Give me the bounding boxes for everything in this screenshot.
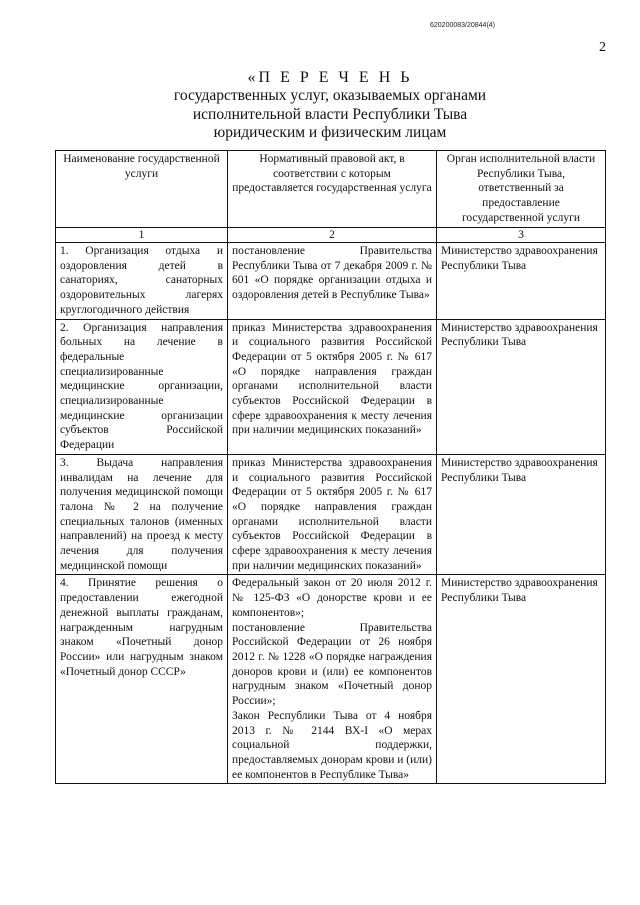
document-code: 620200083/20844(4) xyxy=(430,22,496,29)
table-header-row xyxy=(56,151,606,228)
title-line-4: юридическим и физическим лицам xyxy=(213,124,447,141)
act-text: приказ Министерства здравоохранения и социального развития Российской Федерации от 5 октября 2005 г. № 617 «О порядке направления граждан органами исполнительной власти субъектов Российской Федерации в сфере здравоохранения к месту лечения при наличии медицинских показаний» xyxy=(232,456,432,572)
table-row xyxy=(56,454,606,575)
column-number: 2 xyxy=(228,228,437,243)
organ-cell: Министерство здравоохранения Республики Тыва xyxy=(437,243,606,320)
act-text: Федеральный закон от 20 июля 2012 г. № 125-ФЗ «О донорстве крови и ее компонентов»; xyxy=(232,577,432,619)
act-text: Закон Республики Тыва от 4 ноября 2013 г. № 2144 ВХ-I «О мерах социальной поддержки, предоставляемых донорам крови и (или) ее компонентов в Республике Тыва» xyxy=(232,709,432,781)
title-line-2: государственных услуг, оказываемых органами xyxy=(173,87,487,104)
column-header-service: Наименование государственной услуги xyxy=(56,151,228,228)
column-number: 1 xyxy=(56,228,228,243)
act-cell xyxy=(228,243,437,320)
service-cell: 3. Выдача направления инвалидам на лечение для получения медицинской помощи талона № 2 на получение специальных талонов (именных направлений) на проезд к месту лечения для получения медицинской помощи xyxy=(56,454,228,575)
service-cell: 1. Организация отдыха и оздоровления детей в санаториях, санаторных оздоровительных лагерях круглогодичного действия xyxy=(56,243,228,320)
organ-cell: Министерство здравоохранения Республики Тыва xyxy=(437,319,606,454)
column-number-row xyxy=(56,228,606,243)
act-cell xyxy=(228,319,437,454)
title-main: «П Е Р Е Ч Е Н Ь xyxy=(247,69,413,86)
act-text: постановление Правительства Российской Федерации от 26 ноября 2012 г. № 1228 «О порядке награждения доноров крови и (или) ее компонентов нагрудным знаком «Почетный донор России»; xyxy=(232,621,432,708)
service-cell: 2. Организация направления больных на лечение в федеральные специализированные медицинские организации, специализированные медицинские организации субъектов Российской Федерации xyxy=(56,319,228,454)
organ-cell: Министерство здравоохранения Республики Тыва xyxy=(437,575,606,784)
document-title xyxy=(120,68,540,143)
organ-cell: Министерство здравоохранения Республики Тыва xyxy=(437,454,606,575)
service-cell: 4. Принятие решения о предоставлении ежегодной денежной выплаты гражданам, награжденным нагрудным знаком «Почетный донор России» или нагрудным знаком «Почетный донор СССР» xyxy=(56,575,228,784)
table-row xyxy=(56,319,606,454)
column-header-organ: Орган исполнительной власти Республики Тыва, ответственный за предоставление государственной услуги xyxy=(437,151,606,228)
column-number: 3 xyxy=(437,228,606,243)
act-text: постановление Правительства Республики Тыва от 7 декабря 2009 г. № 601 «О порядке организации отдыха и оздоровления детей в Республике Тыва» xyxy=(232,245,432,302)
column-header-act: Нормативный правовой акт, в соответствии с которым предоставляется государственная услуга xyxy=(228,151,437,228)
page-number: 2 xyxy=(599,40,606,55)
services-table xyxy=(55,150,606,784)
act-text: приказ Министерства здравоохранения и социального развития Российской Федерации от 5 октября 2005 г. № 617 «О порядке направления граждан органами исполнительной власти субъектов Российской Федерации в сфере здравоохранения к месту лечения при наличии медицинских показаний» xyxy=(232,321,432,437)
act-cell xyxy=(228,575,437,784)
table-row xyxy=(56,575,606,784)
table-row xyxy=(56,243,606,320)
title-line-3: исполнительной власти Республики Тыва xyxy=(192,105,468,123)
act-cell xyxy=(228,454,437,575)
